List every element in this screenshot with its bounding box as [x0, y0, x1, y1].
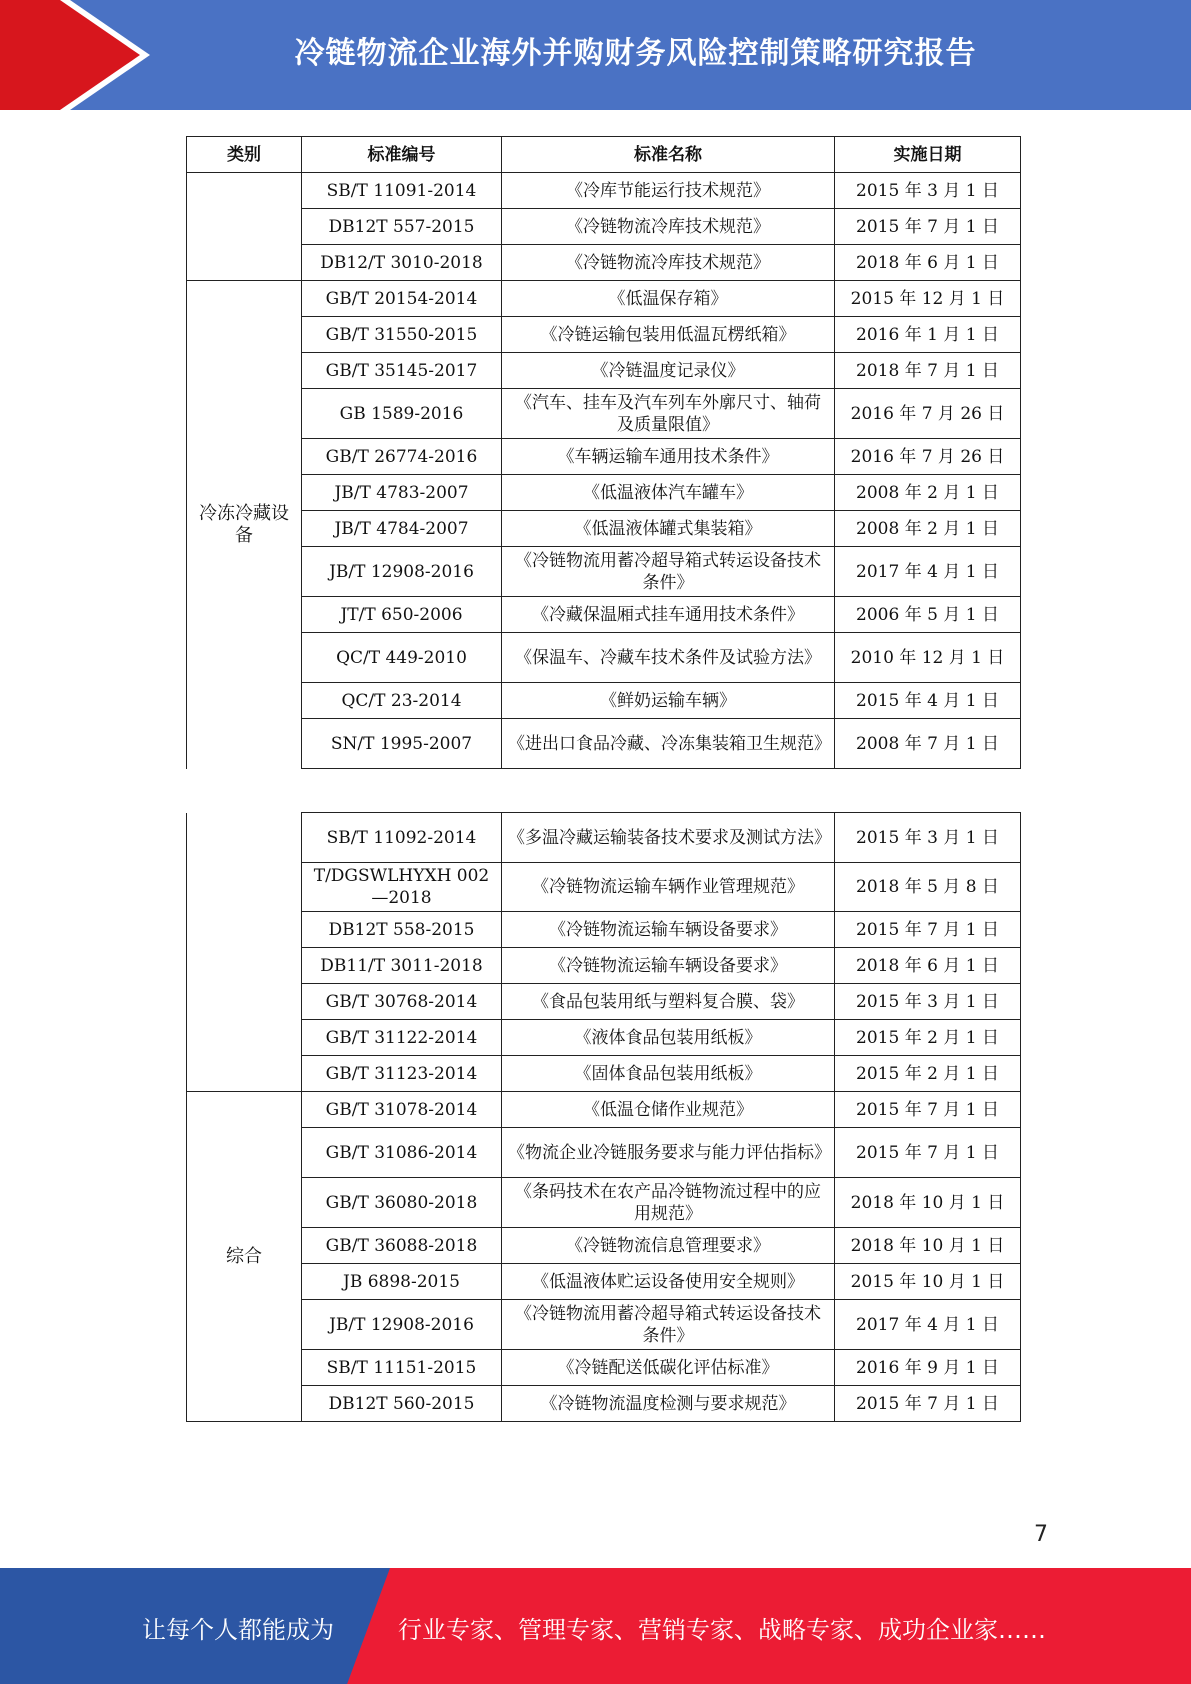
header-category: 类别	[187, 137, 302, 173]
standard-name: 《液体食品包装用纸板》	[502, 1020, 835, 1056]
effective-date: 2006 年 5 月 1 日	[835, 597, 1021, 633]
standard-number: T/DGSWLHYXH 002—2018	[302, 863, 502, 912]
effective-date: 2018 年 7 月 1 日	[835, 353, 1021, 389]
table-row	[187, 475, 1021, 511]
standard-number: SB/T 11092-2014	[302, 813, 502, 863]
table-row	[187, 813, 1021, 863]
effective-date: 2015 年 7 月 1 日	[835, 1092, 1021, 1128]
standard-name: 《车辆运输车通用技术条件》	[502, 439, 835, 475]
standard-name: 《鲜奶运输车辆》	[502, 683, 835, 719]
standard-name: 《冷库节能运行技术规范》	[502, 173, 835, 209]
page-header	[0, 0, 1191, 110]
table-row	[187, 948, 1021, 984]
table-row	[187, 173, 1021, 209]
standard-name: 《固体食品包装用纸板》	[502, 1056, 835, 1092]
standard-number: GB/T 30768-2014	[302, 984, 502, 1020]
standard-name: 《冷链温度记录仪》	[502, 353, 835, 389]
table-row	[187, 1228, 1021, 1264]
category-cell-continued	[187, 813, 302, 1092]
standard-number: JB/T 4784-2007	[302, 511, 502, 547]
standard-name: 《进出口食品冷藏、冷冻集装箱卫生规范》	[502, 719, 835, 769]
standard-number: SN/T 1995-2007	[302, 719, 502, 769]
table-row	[187, 353, 1021, 389]
effective-date: 2015 年 7 月 1 日	[835, 1386, 1021, 1422]
standard-name: 《低温仓储作业规范》	[502, 1092, 835, 1128]
standard-name: 《冷链配送低碳化评估标准》	[502, 1350, 835, 1386]
table-row	[187, 439, 1021, 475]
footer-slogan-right: 行业专家、管理专家、营销专家、战略专家、成功企业家……	[398, 1616, 1046, 1644]
table-row	[187, 984, 1021, 1020]
standard-name: 《冷链物流冷库技术规范》	[502, 209, 835, 245]
standard-name: 《低温液体汽车罐车》	[502, 475, 835, 511]
effective-date: 2015 年 7 月 1 日	[835, 209, 1021, 245]
effective-date: 2010 年 12 月 1 日	[835, 633, 1021, 683]
table-row	[187, 1264, 1021, 1300]
standard-number: QC/T 449-2010	[302, 633, 502, 683]
table-row	[187, 245, 1021, 281]
standard-name: 《冷链物流运输车辆作业管理规范》	[502, 863, 835, 912]
standard-name: 《保温车、冷藏车技术条件及试验方法》	[502, 633, 835, 683]
effective-date: 2015 年 3 月 1 日	[835, 984, 1021, 1020]
table-row	[187, 597, 1021, 633]
standard-number: DB12T 560-2015	[302, 1386, 502, 1422]
table-row	[187, 1178, 1021, 1228]
standard-name: 《冷链物流运输车辆设备要求》	[502, 948, 835, 984]
table-row	[187, 209, 1021, 245]
header-standard-number: 标准编号	[302, 137, 502, 173]
report-title: 冷链物流企业海外并购财务风险控制策略研究报告	[294, 36, 977, 71]
table-row	[187, 683, 1021, 719]
table-row	[187, 317, 1021, 353]
effective-date: 2018 年 10 月 1 日	[835, 1228, 1021, 1264]
table-row	[187, 1350, 1021, 1386]
standard-number: GB/T 31123-2014	[302, 1056, 502, 1092]
table-row	[187, 1056, 1021, 1092]
table-row	[187, 912, 1021, 948]
table-row	[187, 511, 1021, 547]
effective-date: 2015 年 2 月 1 日	[835, 1020, 1021, 1056]
standard-number: SB/T 11091-2014	[302, 173, 502, 209]
header-effective-date: 实施日期	[835, 137, 1021, 173]
category-refrigeration-equipment: 冷冻冷藏设备	[187, 281, 302, 769]
effective-date: 2018 年 5 月 8 日	[835, 863, 1021, 912]
effective-date: 2015 年 7 月 1 日	[835, 1128, 1021, 1178]
standards-table-part-2	[186, 812, 1021, 1422]
effective-date: 2015 年 12 月 1 日	[835, 281, 1021, 317]
standard-number: GB/T 35145-2017	[302, 353, 502, 389]
effective-date: 2008 年 2 月 1 日	[835, 475, 1021, 511]
effective-date: 2008 年 2 月 1 日	[835, 511, 1021, 547]
standard-number: GB/T 31122-2014	[302, 1020, 502, 1056]
table-row	[187, 633, 1021, 683]
standard-number: GB/T 20154-2014	[302, 281, 502, 317]
standard-name: 《低温液体贮运设备使用安全规则》	[502, 1264, 835, 1300]
effective-date: 2017 年 4 月 1 日	[835, 1300, 1021, 1350]
effective-date: 2018 年 10 月 1 日	[835, 1178, 1021, 1228]
table-row	[187, 547, 1021, 597]
effective-date: 2015 年 7 月 1 日	[835, 912, 1021, 948]
standard-number: DB11/T 3011-2018	[302, 948, 502, 984]
standard-name: 《冷链物流运输车辆设备要求》	[502, 912, 835, 948]
standard-name: 《汽车、挂车及汽车列车外廓尺寸、轴荷及质量限值》	[502, 389, 835, 439]
effective-date: 2015 年 3 月 1 日	[835, 173, 1021, 209]
table-row	[187, 1128, 1021, 1178]
standard-number: SB/T 11151-2015	[302, 1350, 502, 1386]
table-row	[187, 1386, 1021, 1422]
standard-number: DB12/T 3010-2018	[302, 245, 502, 281]
standard-name: 《冷藏保温厢式挂车通用技术条件》	[502, 597, 835, 633]
standard-name: 《冷链物流用蓄冷超导箱式转运设备技术条件》	[502, 1300, 835, 1350]
standard-number: QC/T 23-2014	[302, 683, 502, 719]
table-row	[187, 389, 1021, 439]
effective-date: 2016 年 1 月 1 日	[835, 317, 1021, 353]
effective-date: 2017 年 4 月 1 日	[835, 547, 1021, 597]
standard-name: 《食品包装用纸与塑料复合膜、袋》	[502, 984, 835, 1020]
effective-date: 2015 年 4 月 1 日	[835, 683, 1021, 719]
page-number: 7	[1034, 1522, 1048, 1547]
standard-name: 《条码技术在农产品冷链物流过程中的应用规范》	[502, 1178, 835, 1228]
table-row	[187, 1020, 1021, 1056]
page-footer	[0, 1568, 1191, 1684]
category-cell-empty	[187, 173, 302, 281]
standard-number: GB/T 36080-2018	[302, 1178, 502, 1228]
standard-number: JB/T 4783-2007	[302, 475, 502, 511]
standard-number: DB12T 557-2015	[302, 209, 502, 245]
standard-name: 《多温冷藏运输装备技术要求及测试方法》	[502, 813, 835, 863]
standard-number: JB/T 12908-2016	[302, 547, 502, 597]
standard-number: GB/T 31086-2014	[302, 1128, 502, 1178]
standard-number: DB12T 558-2015	[302, 912, 502, 948]
effective-date: 2008 年 7 月 1 日	[835, 719, 1021, 769]
table-header-row	[187, 137, 1021, 173]
standard-name: 《冷链物流冷库技术规范》	[502, 245, 835, 281]
standard-name: 《冷链物流温度检测与要求规范》	[502, 1386, 835, 1422]
category-comprehensive: 综合	[187, 1092, 302, 1422]
standard-name: 《低温液体罐式集装箱》	[502, 511, 835, 547]
standard-number: GB/T 36088-2018	[302, 1228, 502, 1264]
effective-date: 2016 年 9 月 1 日	[835, 1350, 1021, 1386]
table-row	[187, 863, 1021, 912]
standard-number: GB/T 31078-2014	[302, 1092, 502, 1128]
standard-name: 《冷链运输包装用低温瓦楞纸箱》	[502, 317, 835, 353]
header-standard-name: 标准名称	[502, 137, 835, 173]
table-row	[187, 281, 1021, 317]
standard-name: 《冷链物流信息管理要求》	[502, 1228, 835, 1264]
effective-date: 2018 年 6 月 1 日	[835, 245, 1021, 281]
effective-date: 2016 年 7 月 26 日	[835, 439, 1021, 475]
standard-number: JB/T 12908-2016	[302, 1300, 502, 1350]
header-chevron-decoration	[0, 0, 160, 110]
standard-number: JT/T 650-2006	[302, 597, 502, 633]
table-row	[187, 1092, 1021, 1128]
standard-name: 《冷链物流用蓄冷超导箱式转运设备技术条件》	[502, 547, 835, 597]
standard-number: GB 1589-2016	[302, 389, 502, 439]
effective-date: 2016 年 7 月 26 日	[835, 389, 1021, 439]
footer-slogan-left: 让每个人都能成为	[142, 1616, 334, 1644]
standards-table-part-1	[186, 136, 1021, 769]
effective-date: 2018 年 6 月 1 日	[835, 948, 1021, 984]
effective-date: 2015 年 2 月 1 日	[835, 1056, 1021, 1092]
effective-date: 2015 年 3 月 1 日	[835, 813, 1021, 863]
standard-name: 《物流企业冷链服务要求与能力评估指标》	[502, 1128, 835, 1178]
standard-number: GB/T 26774-2016	[302, 439, 502, 475]
standard-number: GB/T 31550-2015	[302, 317, 502, 353]
effective-date: 2015 年 10 月 1 日	[835, 1264, 1021, 1300]
table-row	[187, 719, 1021, 769]
table-row	[187, 1300, 1021, 1350]
standard-number: JB 6898-2015	[302, 1264, 502, 1300]
standard-name: 《低温保存箱》	[502, 281, 835, 317]
